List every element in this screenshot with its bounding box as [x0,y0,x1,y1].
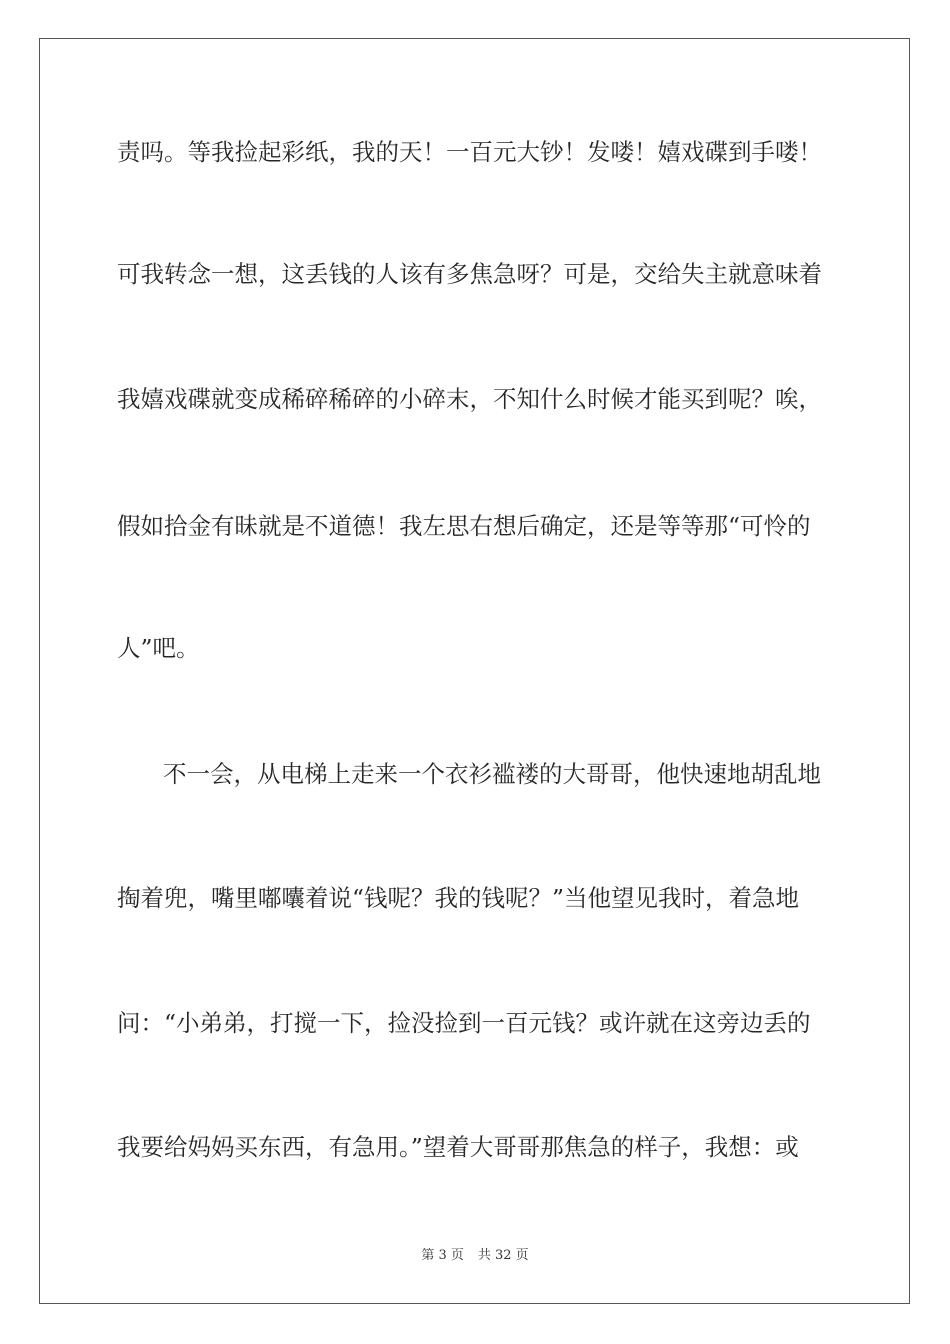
text-line-6-paragraph-start: 不一会，从电梯上走来一个衣衫褴褛的大哥哥，他快速地胡乱地 [163,760,821,788]
page-total: 共 32 页 [477,1248,529,1263]
text-line-8: 问：“小弟弟，打搅一下，捡没捡到一百元钱？或许就在这旁边丢的 [117,1009,811,1037]
text-line-7: 掏着兜，嘴里嘟囔着说“钱呢？我的钱呢？”当他望见我时，着急地 [117,884,800,912]
page-number: 第 3 页 [421,1248,464,1263]
text-line-4: 假如拾金有昧就是不道德！我左思右想后确定，还是等等那“可怜的 [117,512,811,540]
page-footer [0,1247,950,1265]
text-line-1: 责吗。等我捡起彩纸，我的天！一百元大钞！发喽！嬉戏碟到手喽！ [117,138,822,166]
text-line-9: 我要给妈妈买东西，有急用。”望着大哥哥那焦急的样子，我想：或 [117,1133,799,1161]
text-line-5: 人”吧。 [117,634,200,662]
page-border [39,38,910,1304]
text-line-3: 我嬉戏碟就变成稀碎稀碎的小碎末，不知什么时候才能买到呢？唉， [117,385,822,413]
text-line-2: 可我转念一想，这丢钱的人该有多焦急呀？可是，交给失主就意味着 [117,260,822,288]
